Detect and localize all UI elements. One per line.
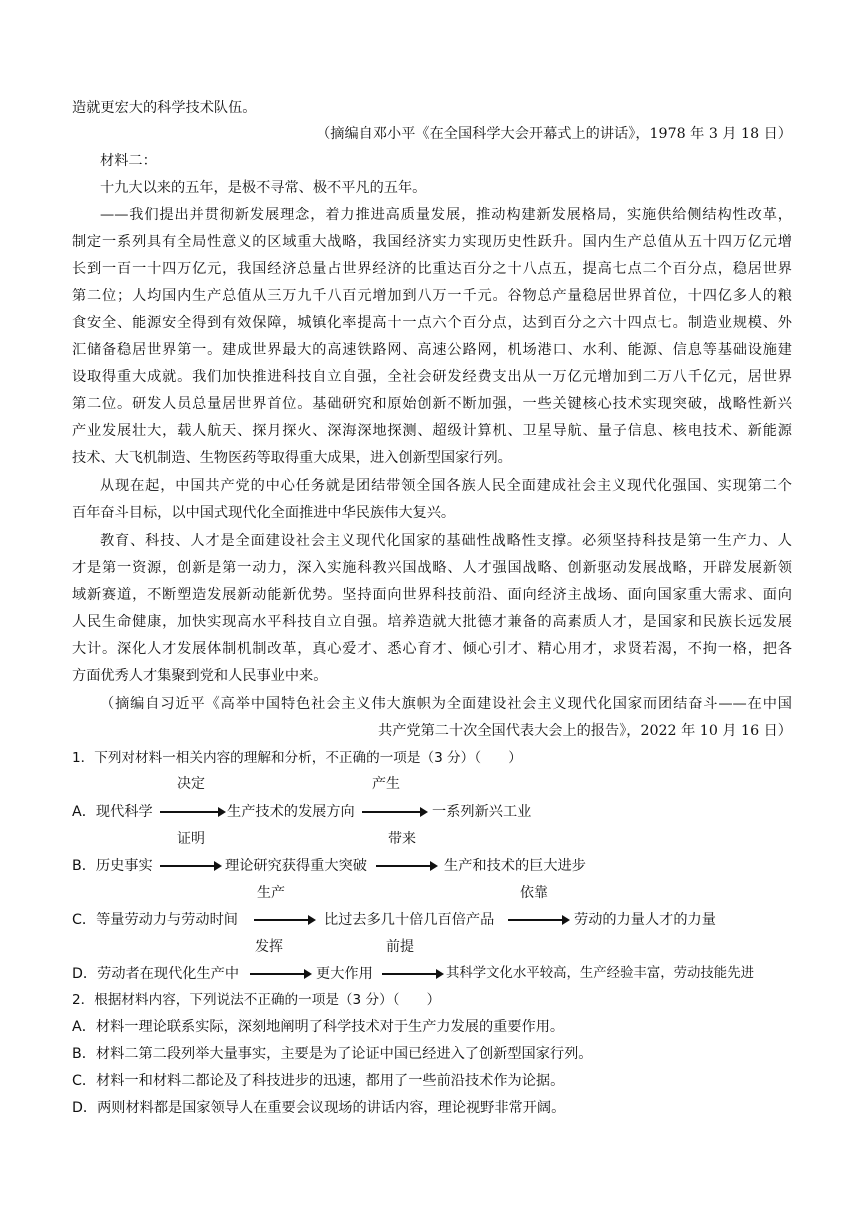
option-b-letter: B．	[72, 858, 96, 874]
option-c-arrow1	[254, 914, 316, 926]
option-a-letter: A．	[72, 804, 96, 820]
option-c-start: 等量劳动力与劳动时间	[96, 912, 238, 928]
material2-source-line: 共产党第二十次全国代表大会上的报告》，2022 年 10 月 16 日）	[378, 723, 792, 739]
paragraph-2-line: 长到一百一十四万亿元，我国经济总量占世界经济的比重达百分之十八点五，提高七点二个百分点，稳居世界	[72, 261, 792, 277]
question-1-stem: 1．下列对材料一相关内容的理解和分析，不正确的一项是（3 分）（ ）	[72, 750, 522, 766]
option-c-end: 劳动的力量人才的力量	[574, 912, 716, 928]
option-a-arrow2-label: 产生	[372, 776, 400, 792]
paragraph-2-line: 技术、大飞机制造、生物医药等取得重大成果，进入创新型国家行列。	[72, 450, 512, 466]
option-d-letter: D．	[72, 966, 98, 982]
option-a-end: 一系列新兴工业	[432, 804, 532, 820]
option-c-letter: C．	[72, 912, 97, 928]
option-b-mid: 理论研究获得重大突破	[225, 858, 367, 874]
paragraph-2-line: ——我们提出并贯彻新发展理念，着力推进高质量发展，推动构建新发展格局，实施供给侧结构性改革，	[100, 207, 792, 223]
option-b-start: 历史事实	[95, 858, 153, 874]
paragraph-4-line: 大计。深化人才发展体制机制改革，真心爱才、悉心育才、倾心引才、精心用才，求贤若渴，不拘一格，把各	[72, 641, 792, 657]
material1-source: （摘编自邓小平《在全国科学大会开幕式上的讲话》，1978 年 3 月 18 日）	[316, 126, 792, 142]
paragraph-4-line: 方面优秀人才集聚到党和人民事业中来。	[72, 668, 328, 684]
option-c-arrow2-label: 依靠	[520, 885, 548, 901]
option-d-start: 劳动者在现代化生产中	[97, 966, 240, 982]
material1-tail: 造就更宏大的科学技术队伍。	[72, 100, 257, 116]
option-a-start: 现代科学	[95, 804, 153, 820]
paragraph-3-line: 百年奋斗目标，以中国式现代化全面推进中华民族伟大复兴。	[72, 505, 456, 521]
question-2-stem: 2．根据材料内容，下列说法不正确的一项是（3 分）（ ）	[72, 992, 441, 1008]
question-2-option-a[interactable]: A．材料一理论联系实际，深刻地阐明了科学技术对于生产力发展的重要作用。	[72, 1019, 565, 1035]
option-c-arrow2	[508, 914, 570, 926]
option-b-arrow1	[160, 860, 222, 872]
option-b-arrow1-label: 证明	[177, 831, 205, 847]
option-a-arrow2	[362, 806, 428, 818]
option-c-arrow1-label: 生产	[257, 885, 285, 901]
paragraph-4-line: 人民生命健康，加快实现高水平科技自立自强。培养造就大批德才兼备的高素质人才，是国家和民族长远发展	[72, 614, 792, 630]
material2-heading: 材料二：	[100, 153, 157, 169]
option-b[interactable]	[72, 853, 153, 879]
paragraph-3-line: 从现在起，中国共产党的中心任务就是团结带领全国各族人民全面建成社会主义现代化强国、实现第二个	[100, 478, 792, 494]
paragraph-2-line: 第二位。研发人员总量居世界首位。基础研究和原始创新不断加强，一些关键核心技术实现突破，战略性新兴	[72, 396, 792, 412]
option-a[interactable]	[72, 799, 153, 825]
paragraph-2-line: 第二位；人均国内生产总值从三万九千八百元增加到八万一千元。谷物总产量稳居世界首位，十四亿多人的粮	[72, 288, 792, 304]
paragraph-1: 十九大以来的五年，是极不寻常、极不平凡的五年。	[100, 180, 427, 196]
paragraph-2-line: 产业发展壮大，载人航天、探月探火、深海深地探测、超级计算机、卫星导航、量子信息、核电技术、新能源	[72, 423, 792, 439]
option-d-arrow2-label: 前提	[386, 939, 414, 955]
option-c[interactable]	[72, 907, 238, 933]
option-d-mid: 更大作用	[316, 966, 373, 982]
paragraph-4-line: 教育、科技、人才是全面建设社会主义现代化国家的基础性战略性支撑。必须坚持科技是第一生产力、人	[100, 533, 792, 549]
paragraph-2-line: 汇储备稳居世界第一。建成世界最大的高速铁路网、高速公路网，机场港口、水利、能源、信息等基础设施建	[72, 342, 792, 358]
paragraph-2-line: 设取得重大成就。我们加快推进科技自立自强，全社会研发经费支出从一万亿元增加到二万八千亿元，居世界	[72, 369, 792, 385]
option-c-mid: 比过去多几十倍几百倍产品	[324, 912, 495, 928]
option-d-arrow2	[382, 968, 444, 980]
option-d[interactable]	[72, 961, 239, 987]
option-b-end: 生产和技术的巨大进步	[444, 858, 586, 874]
material2-source-line: （摘编自习近平《高举中国特色社会主义伟大旗帜为全面建设社会主义现代化国家而团结奋斗——在中国	[100, 696, 792, 712]
option-d-end: 其科学文化水平较高，生产经验丰富，劳动技能先进	[446, 966, 754, 981]
paragraph-2-line: 食安全、能源安全得到有效保障，城镇化率提高十一点六个百分点，达到百分之六十四点七。制造业规模、外	[72, 315, 792, 331]
option-b-arrow2-label: 带来	[388, 831, 416, 847]
question-2-option-c[interactable]: C．材料一和材料二都论及了科技进步的迅速，都用了一些前沿技术作为论据。	[72, 1073, 565, 1089]
option-a-arrow1	[160, 806, 226, 818]
question-2-option-b[interactable]: B．材料二第二段列举大量事实，主要是为了论证中国已经进入了创新型国家行列。	[72, 1046, 593, 1062]
option-a-arrow1-label: 决定	[177, 776, 205, 792]
question-2-option-d[interactable]: D．两则材料都是国家领导人在重要会议现场的讲话内容，理论视野非常开阔。	[72, 1100, 566, 1116]
option-b-arrow2	[376, 860, 438, 872]
paragraph-2-line: 制定一系列具有全局性意义的区域重大战略，我国经济实力实现历史性跃升。国内生产总值从五十四万亿元增	[72, 234, 792, 250]
option-d-arrow1-label: 发挥	[255, 939, 283, 955]
paragraph-4-line: 才是第一资源，创新是第一动力，深入实施科教兴国战略、人才强国战略、创新驱动发展战略，开辟发展新领	[72, 560, 792, 576]
option-d-arrow1	[250, 968, 312, 980]
option-a-mid: 生产技术的发展方向	[227, 804, 355, 820]
paragraph-4-line: 域新赛道，不断塑造发展新动能新优势。坚持面向世界科技前沿、面向经济主战场、面向国家重大需求、面向	[72, 587, 792, 603]
